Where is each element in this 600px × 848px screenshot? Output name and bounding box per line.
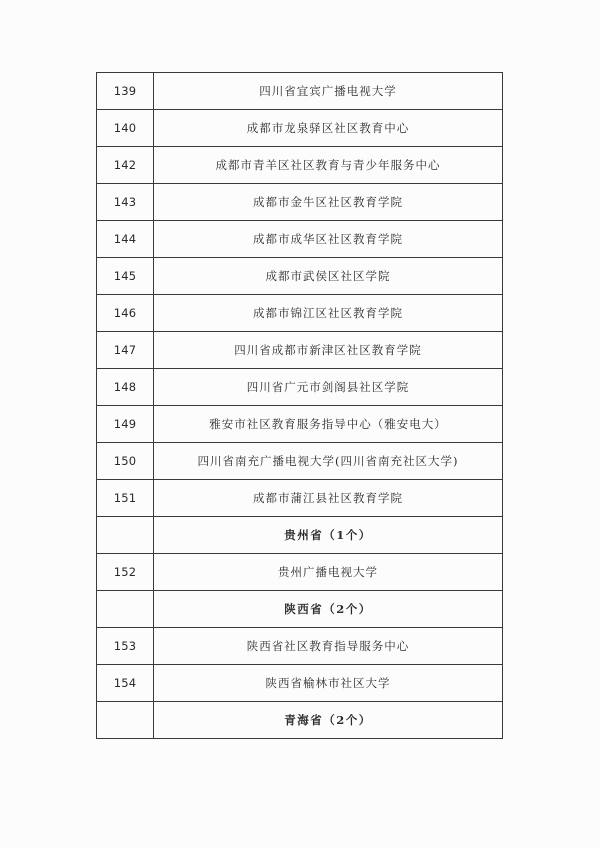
row-number: 145 (97, 258, 154, 295)
row-number: 140 (97, 110, 154, 147)
row-number: 151 (97, 480, 154, 517)
institution-name: 成都市青羊区社区教育与青少年服务中心 (154, 147, 503, 184)
table-row (97, 221, 503, 258)
province-header-row (97, 702, 503, 739)
table-row (97, 665, 503, 702)
institution-name: 成都市金牛区社区教育学院 (154, 184, 503, 221)
row-number: 143 (97, 184, 154, 221)
province-heading: 陕西省（2个） (154, 591, 503, 628)
table-row (97, 258, 503, 295)
institution-name: 四川省宜宾广播电视大学 (154, 73, 503, 110)
institution-name: 成都市成华区社区教育学院 (154, 221, 503, 258)
institution-name: 成都市蒲江县社区教育学院 (154, 480, 503, 517)
institution-name: 雅安市社区教育服务指导中心（雅安电大） (154, 406, 503, 443)
table-row (97, 554, 503, 591)
row-number: 142 (97, 147, 154, 184)
province-heading: 贵州省（1个） (154, 517, 503, 554)
row-number: 148 (97, 369, 154, 406)
table-row (97, 443, 503, 480)
table-row (97, 480, 503, 517)
row-number (97, 517, 154, 554)
institution-name: 成都市锦江区社区教育学院 (154, 295, 503, 332)
institution-name: 成都市武侯区社区学院 (154, 258, 503, 295)
row-number: 149 (97, 406, 154, 443)
institution-name: 四川省成都市新津区社区教育学院 (154, 332, 503, 369)
row-number: 147 (97, 332, 154, 369)
province-heading: 青海省（2个） (154, 702, 503, 739)
table-row (97, 369, 503, 406)
institution-name: 成都市龙泉驿区社区教育中心 (154, 110, 503, 147)
row-number: 150 (97, 443, 154, 480)
row-number (97, 702, 154, 739)
institution-name: 陕西省社区教育指导服务中心 (154, 628, 503, 665)
table-row (97, 110, 503, 147)
row-number: 154 (97, 665, 154, 702)
row-number: 153 (97, 628, 154, 665)
institution-name: 四川省南充广播电视大学(四川省南充社区大学) (154, 443, 503, 480)
row-number: 139 (97, 73, 154, 110)
row-number: 146 (97, 295, 154, 332)
institution-name: 陕西省榆林市社区大学 (154, 665, 503, 702)
row-number: 144 (97, 221, 154, 258)
table-row (97, 295, 503, 332)
institution-name: 贵州广播电视大学 (154, 554, 503, 591)
table-row (97, 628, 503, 665)
table-row (97, 184, 503, 221)
institution-name: 四川省广元市剑阁县社区学院 (154, 369, 503, 406)
table-row (97, 406, 503, 443)
table-row (97, 73, 503, 110)
table-row (97, 332, 503, 369)
institution-table (96, 72, 503, 739)
row-number: 152 (97, 554, 154, 591)
institution-table-body (97, 73, 503, 739)
table-row (97, 147, 503, 184)
province-header-row (97, 591, 503, 628)
row-number (97, 591, 154, 628)
province-header-row (97, 517, 503, 554)
